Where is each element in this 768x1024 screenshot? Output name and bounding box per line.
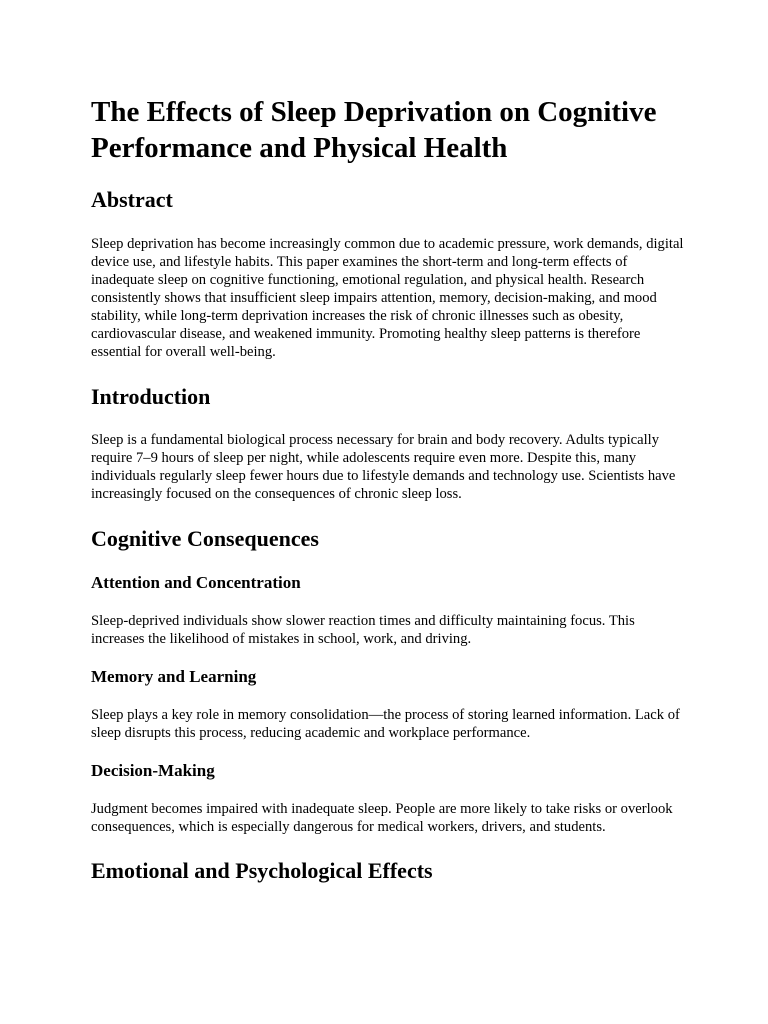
- decision-making-paragraph: Judgment becomes impaired with inadequate sleep. People are more likely to take risks or overlook consequences, which is especially dangerous for medical workers, drivers, and students.: [91, 801, 673, 835]
- abstract-paragraph: Sleep deprivation has become increasingly common due to academic pressure, work demands, digital device use, and lifestyle habits. This paper examines the short-term and long-term effects of inadequate sleep on cognitive functioning, emotional regulation, and physical health. Research consistently shows that insufficient sleep impairs attention, memory, decision-making, and mood stability, while long-term deprivation increases the risk of chronic illnesses such as obesity, cardiovascular disease, and weakened immunity. Promoting healthy sleep patterns is therefore essential for overall well-being.: [91, 236, 684, 360]
- introduction-heading: Introduction: [91, 384, 211, 409]
- attention-heading: Attention and Concentration: [91, 573, 301, 592]
- emotional-effects-heading: Emotional and Psychological Effects: [91, 858, 433, 883]
- memory-paragraph: Sleep plays a key role in memory consolidation—the process of storing learned information. Lack of sleep disrupts this process, reducing academic and workplace performance.: [91, 707, 680, 741]
- attention-paragraph: Sleep-deprived individuals show slower reaction times and difficulty maintaining focus. This increases the likelihood of mistakes in school, work, and driving.: [91, 613, 635, 647]
- document-title: The Effects of Sleep Deprivation on Cognitive Performance and Physical Health: [91, 96, 657, 164]
- abstract-heading: Abstract: [91, 187, 173, 212]
- document-page: [91, 94, 691, 885]
- cognitive-consequences-heading: Cognitive Consequences: [91, 526, 319, 551]
- decision-making-heading: Decision-Making: [91, 761, 215, 780]
- introduction-paragraph: Sleep is a fundamental biological process necessary for brain and body recovery. Adults typically require 7–9 hours of sleep per night, while adolescents require even more. Despite this, many individuals regularly sleep fewer hours due to lifestyle demands and technology use. Scientists have increasingly focused on the consequences of chronic sleep loss.: [91, 432, 676, 502]
- memory-heading: Memory and Learning: [91, 667, 257, 686]
